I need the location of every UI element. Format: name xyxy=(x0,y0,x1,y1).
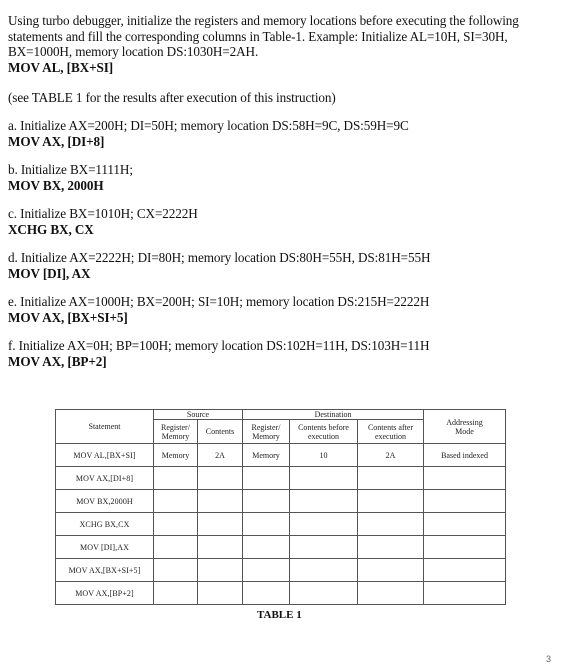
cell-statement: MOV AL,[BX+SI] xyxy=(56,444,154,467)
cell-src-contents xyxy=(198,490,243,513)
cell-dst-after xyxy=(358,559,424,582)
task-d-code: MOV [DI], AX xyxy=(8,265,91,281)
cell-dst-reg xyxy=(243,536,290,559)
cell-src-reg xyxy=(154,559,198,582)
header-addressing-mode-line1: Addressing xyxy=(446,417,483,427)
intro-line-1: Using turbo debugger, initialize the registers and memory locations before executing the following xyxy=(8,13,519,28)
table-1 xyxy=(55,409,506,605)
cell-src-contents xyxy=(198,559,243,582)
cell-mode xyxy=(424,582,506,605)
intro-code: MOV AL, [BX+SI] xyxy=(8,59,114,75)
task-b-text: b. Initialize BX=1111H; xyxy=(8,162,133,177)
task-d-text: d. Initialize AX=2222H; DI=80H; memory location DS:80H=55H, DS:81H=55H xyxy=(8,250,431,265)
cell-src-contents xyxy=(198,582,243,605)
table-1-container xyxy=(55,409,505,605)
cell-mode xyxy=(424,559,506,582)
cell-mode xyxy=(424,513,506,536)
cell-dst-before xyxy=(290,490,358,513)
cell-statement: MOV AX,[DI+8] xyxy=(56,467,154,490)
intro-paragraph xyxy=(8,13,556,75)
header-after-line1: Contents after xyxy=(367,422,414,432)
cell-dst-after xyxy=(358,513,424,536)
task-c xyxy=(8,206,198,237)
cell-src-contents xyxy=(198,536,243,559)
cell-statement: MOV AX,[BP+2] xyxy=(56,582,154,605)
cell-dst-after xyxy=(358,467,424,490)
cell-dst-before: 10 xyxy=(290,444,358,467)
header-after-line2: execution xyxy=(374,431,407,441)
header-destination-register-memory xyxy=(243,420,290,444)
cell-dst-after xyxy=(358,536,424,559)
cell-dst-before xyxy=(290,559,358,582)
table-body xyxy=(56,444,506,605)
table-row xyxy=(56,490,506,513)
intro-line-3: BX=1000H, memory location DS:1030H=2AH. xyxy=(8,44,259,59)
task-a-code: MOV AX, [DI+8] xyxy=(8,133,105,149)
header-src-reg-line1: Register/ xyxy=(161,422,190,432)
cell-dst-reg xyxy=(243,467,290,490)
task-a xyxy=(8,118,409,149)
header-before-line2: execution xyxy=(307,431,340,441)
table-row xyxy=(56,513,506,536)
header-source-register-memory xyxy=(154,420,198,444)
task-e xyxy=(8,294,429,325)
task-b xyxy=(8,162,133,193)
task-c-text: c. Initialize BX=1010H; CX=2222H xyxy=(8,206,198,221)
cell-dst-before xyxy=(290,536,358,559)
header-addressing-mode xyxy=(424,410,506,444)
task-f-code: MOV AX, [BP+2] xyxy=(8,353,107,369)
cell-mode: Based indexed xyxy=(424,444,506,467)
cell-dst-after xyxy=(358,490,424,513)
cell-src-reg xyxy=(154,536,198,559)
task-f-text: f. Initialize AX=0H; BP=100H; memory location DS:102H=11H, DS:103H=11H xyxy=(8,338,430,353)
header-dst-reg-line2: Memory xyxy=(252,431,280,441)
task-e-code: MOV AX, [BX+SI+5] xyxy=(8,309,128,325)
cell-dst-before xyxy=(290,582,358,605)
task-e-text: e. Initialize AX=1000H; BX=200H; SI=10H; memory location DS:215H=2222H xyxy=(8,294,430,309)
header-addressing-mode-line2: Mode xyxy=(455,426,474,436)
cell-statement: XCHG BX,CX xyxy=(56,513,154,536)
table-row xyxy=(56,559,506,582)
cell-src-contents xyxy=(198,513,243,536)
cell-src-reg: Memory xyxy=(154,444,198,467)
cell-mode xyxy=(424,490,506,513)
table-row xyxy=(56,467,506,490)
cell-dst-after: 2A xyxy=(358,444,424,467)
intro-note: (see TABLE 1 for the results after execution of this instruction) xyxy=(8,90,336,105)
header-contents-before xyxy=(290,420,358,444)
page-number: 3 xyxy=(546,654,552,664)
cell-dst-after xyxy=(358,582,424,605)
cell-dst-before xyxy=(290,513,358,536)
cell-mode xyxy=(424,467,506,490)
cell-statement: MOV AX,[BX+SI+5] xyxy=(56,559,154,582)
cell-src-reg xyxy=(154,582,198,605)
task-a-text: a. Initialize AX=200H; DI=50H; memory location DS:58H=9C, DS:59H=9C xyxy=(8,118,409,133)
header-source-contents: Contents xyxy=(198,420,243,444)
table-row xyxy=(56,444,506,467)
cell-dst-reg xyxy=(243,582,290,605)
task-b-code: MOV BX, 2000H xyxy=(8,177,104,193)
cell-src-reg xyxy=(154,513,198,536)
cell-dst-reg xyxy=(243,513,290,536)
cell-src-reg xyxy=(154,490,198,513)
cell-src-contents: 2A xyxy=(198,444,243,467)
header-destination: Destination xyxy=(243,410,424,420)
task-d xyxy=(8,250,430,281)
task-c-code: XCHG BX, CX xyxy=(8,221,94,237)
cell-src-contents xyxy=(198,467,243,490)
cell-statement: MOV [DI],AX xyxy=(56,536,154,559)
header-dst-reg-line1: Register/ xyxy=(251,422,281,432)
intro-line-2: statements and fill the corresponding columns in Table-1. Example: Initialize AL=10H, SI=30H, xyxy=(8,28,508,44)
table-caption: TABLE 1 xyxy=(257,609,302,621)
header-before-line1: Contents before xyxy=(298,422,349,432)
cell-dst-reg xyxy=(243,490,290,513)
task-f xyxy=(8,338,429,369)
cell-statement: MOV BX,2000H xyxy=(56,490,154,513)
table-row xyxy=(56,536,506,559)
header-src-reg-line2: Memory xyxy=(161,431,190,441)
cell-mode xyxy=(424,536,506,559)
table-row xyxy=(56,582,506,605)
cell-src-reg xyxy=(154,467,198,490)
cell-dst-reg: Memory xyxy=(243,444,290,467)
cell-dst-before xyxy=(290,467,358,490)
header-source: Source xyxy=(154,410,243,420)
cell-dst-reg xyxy=(243,559,290,582)
header-contents-after xyxy=(358,420,424,444)
header-statement: Statement xyxy=(56,410,154,444)
